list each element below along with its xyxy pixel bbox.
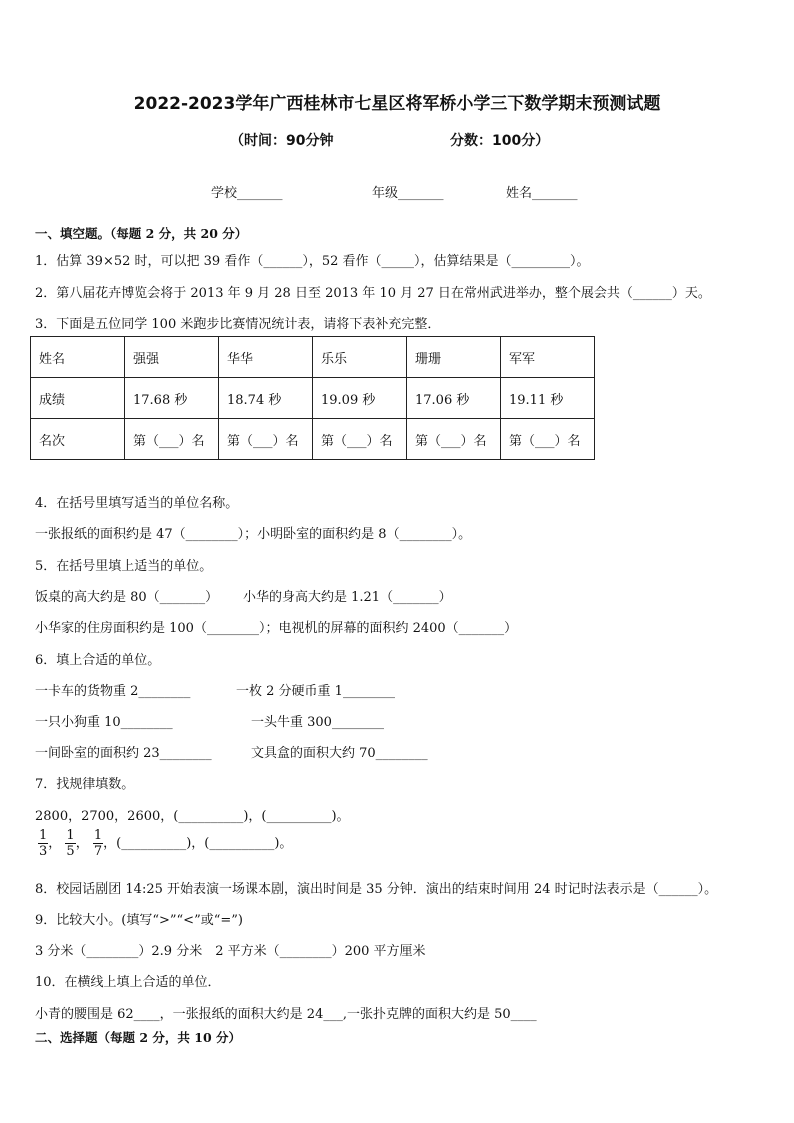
table-cell: 华华 (219, 337, 313, 378)
school-field[interactable]: 学校_______ (211, 186, 283, 201)
exam-time: （时间：90分钟 (230, 133, 334, 149)
question-10-line: 小青的腰围是 62____，一张报纸的面积大约是 24___,一张扑克牌的面积大约是 50____ (35, 1007, 537, 1022)
table-cell: 19.09 秒 (313, 378, 407, 419)
question-9: 9．比较大小。(填写“>”“<”或“=”) (35, 913, 243, 928)
question-9-line: 3 分米（________）2.9 分米 2 平方米（________）200 平方厘米 (35, 944, 426, 959)
question-4: 4．在括号里填写适当的单位名称。 (35, 496, 239, 511)
table-cell: 名次 (31, 419, 125, 460)
fraction: $\frac{1}{7}$ (93, 828, 103, 859)
table-cell[interactable]: 第（___）名 (501, 419, 595, 460)
question-4-line: 一张报纸的面积约是 47（________）；小明卧室的面积约是 8（________）。 (35, 527, 472, 542)
table-cell[interactable]: 第（___）名 (313, 419, 407, 460)
section-2-heading: 二、选择题（每题 2 分，共 10 分） (35, 1030, 242, 1045)
fraction: $\frac{1}{3}$ (39, 828, 48, 859)
table-cell: 姓名 (31, 337, 125, 378)
table-cell: 军军 (501, 337, 595, 378)
question-1: 1．估算 39×52 时，可以把 39 看作（______），52 看作（_____），估算结果是（_________）。 (35, 254, 590, 269)
question-6-item-c: 一只小狗重 10________ (35, 715, 173, 730)
question-6-item-b: 一枚 2 分硬币重 1________ (236, 684, 395, 699)
grade-field[interactable]: 年级_______ (372, 186, 444, 201)
table-cell[interactable]: 第（___）名 (219, 419, 313, 460)
exam-score: 分数：100分） (450, 133, 550, 149)
page-title: 2022-2023学年广西桂林市七星区将军桥小学三下数学期末预测试题 (133, 94, 661, 114)
table-cell: 强强 (125, 337, 219, 378)
question-5-line-c: 小华家的住房面积约是 100（________）；电视机的屏幕的面积约 2400（_______） (35, 621, 518, 636)
question-7-sequence-b: $\frac{1}{3}$ ， $\frac{1}{5}$ ， $\frac{1}{7}$ ，(__________)，(__________)。 (39, 828, 293, 859)
question-5: 5．在括号里填上适当的单位。 (35, 559, 213, 574)
table-cell: 乐乐 (313, 337, 407, 378)
table-cell: 19.11 秒 (501, 378, 595, 419)
fraction: $\frac{1}{5}$ (66, 828, 75, 859)
question-6: 6．填上合适的单位。 (35, 653, 161, 668)
question-8: 8．校园话剧团 14:25 开始表演一场课本剧，演出时间是 35 分钟．演出的结束时间用 24 时记时法表示是（______）。 (35, 882, 718, 897)
question-6-item-f: 文具盒的面积大约 70________ (251, 746, 428, 761)
name-field[interactable]: 姓名_______ (506, 186, 578, 201)
question-5-line-b: 小华的身高大约是 1.21（_______） (243, 590, 452, 605)
table-cell: 17.06 秒 (407, 378, 501, 419)
question-6-item-d: 一头牛重 300________ (251, 715, 384, 730)
question-7: 7．找规律填数。 (35, 777, 135, 792)
table-row (31, 419, 595, 460)
table-row (31, 378, 595, 419)
question-6-item-a: 一卡车的货物重 2________ (35, 684, 191, 699)
question-3: 3．下面是五位同学 100 米跑步比赛情况统计表，请将下表补充完整． (35, 317, 441, 332)
table-cell[interactable]: 第（___）名 (407, 419, 501, 460)
question-2: 2．第八届花卉博览会将于 2013 年 9 月 28 日至 2013 年 10 月 27 日在常州武进举办，整个展会共（______）天。 (35, 286, 711, 301)
table-cell: 成绩 (31, 378, 125, 419)
table-cell: 18.74 秒 (219, 378, 313, 419)
question-7-sequence-a: 2800，2700，2600，(__________)，(__________)。 (35, 809, 350, 824)
table-cell: 珊珊 (407, 337, 501, 378)
question-10: 10．在横线上填上合适的单位． (35, 975, 221, 990)
table-cell[interactable]: 第（___）名 (125, 419, 219, 460)
question-5-line-a: 饭桌的高大约是 80（_______） (35, 590, 219, 605)
race-results-table (30, 336, 595, 460)
table-row (31, 337, 595, 378)
question-6-item-e: 一间卧室的面积约 23________ (35, 746, 212, 761)
section-1-heading: 一、填空题。（每题 2 分，共 20 分） (35, 226, 248, 241)
table-cell: 17.68 秒 (125, 378, 219, 419)
